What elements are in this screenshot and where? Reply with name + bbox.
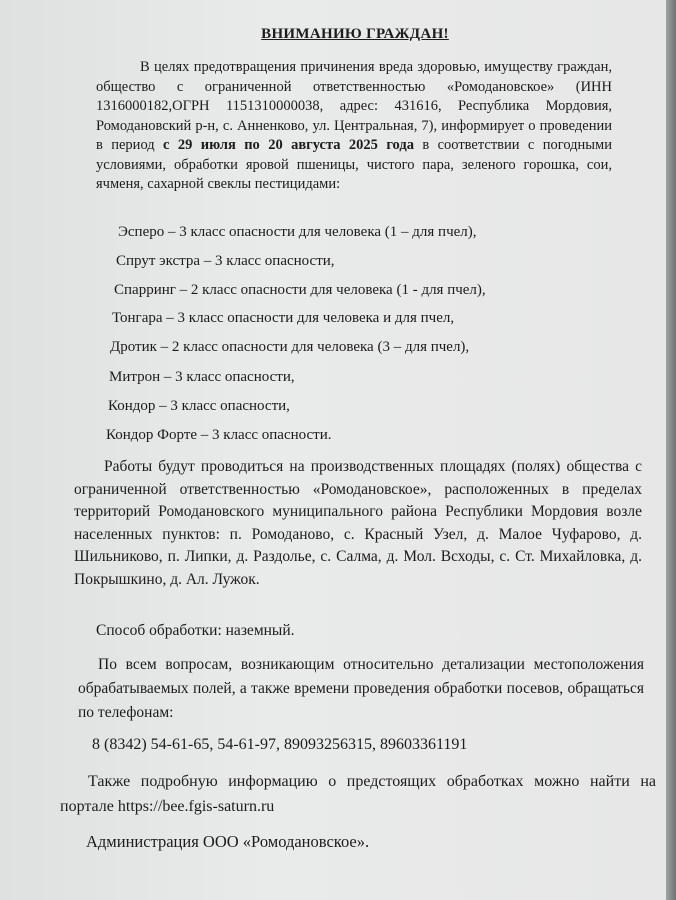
- pesticide-item: Кондор – 3 класс опасности,: [108, 398, 290, 414]
- portal-text: Также подробную информацию о предстоящих обработках можно найти на портале https://bee.fgis-saturn.ru: [60, 773, 656, 815]
- signature: Администрация ООО «Ромодановское».: [86, 832, 370, 851]
- pesticide-item: Кондор Форте – 3 класс опасности.: [106, 427, 332, 443]
- pesticide-item: Тонгара – 3 класс опасности для человека и для пчел,: [112, 310, 455, 326]
- intro-paragraph: [96, 58, 612, 195]
- treatment-method: Способ обработки: наземный.: [96, 622, 295, 639]
- contacts-paragraph: [78, 653, 644, 725]
- portal-paragraph: [60, 769, 656, 819]
- phone-numbers: 8 (8342) 54-61-65, 54-61-97, 89093256315, 89603361191: [92, 736, 468, 753]
- pesticide-item: Спарринг – 2 класс опасности для человека (1 - для пчел),: [114, 282, 486, 298]
- paper-edge-shadow: [666, 0, 676, 900]
- locations-text: Работы будут проводиться на производственных площадях (полях) общества с ограниченной ответственностью «Ромодановское», расположенных в пределах территорий Ромодановского муниципального района Республики Мордовия возле населенных пунктов: п. Ромоданово, с. Красный Узел, д. Малое Чуфарово, д. Шильниково, п. Липки, д. Раздолье, с. Салма, д. Мол. Всходы, с. Ст. Михайловка, д. Покрышкино, д. Ал. Лужок.: [74, 458, 642, 588]
- pesticide-item: Дротик – 2 класс опасности для человека (3 – для пчел),: [110, 339, 470, 355]
- pesticide-item: Спрут экстра – 3 класс опасности,: [116, 253, 335, 269]
- pesticide-item: Митрон – 3 класс опасности,: [109, 369, 295, 385]
- intro-text: В целях предотвращения причинения вреда здоровью, имуществу граждан, общество с ограниченной ответственностью «Ромодановское» (ИНН 1316000182,ОГРН 1151310000038, адрес: 431616, Республика Мордовия, Ромодановский р-н, с. Анненково, ул. Центральная, 7), информирует о проведении в период: [96, 59, 612, 153]
- contacts-text: По всем вопросам, возникающим относительно детализации местоположения обрабатываемых полей, а также времени проведения обработки посевов, обращаться по телефонам:: [78, 656, 644, 721]
- locations-paragraph: [74, 456, 642, 591]
- notice-title: ВНИМАНИЮ ГРАЖДАН!: [261, 26, 449, 42]
- intro-text-end: в соответствии с погодными условиями, обработки яровой пшеницы, чистого пара, зеленого горошка, сои, ячменя, сахарной свеклы пестицидами:: [96, 137, 612, 192]
- intro-period: с 29 июля по 20 августа 2025 года: [163, 137, 414, 153]
- pesticide-item: Эсперо – 3 класс опасности для человека (1 – для пчел),: [118, 224, 477, 240]
